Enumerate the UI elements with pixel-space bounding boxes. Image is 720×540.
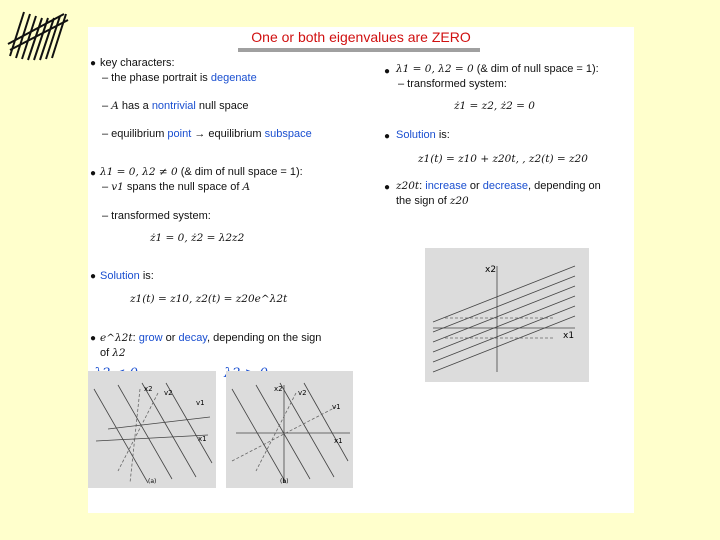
axis-x1-label: x1	[334, 437, 343, 445]
v1-spans-line: – v1 spans the null space of A	[102, 181, 251, 193]
sign-of-lambda-line: of λ2	[100, 347, 126, 359]
case-lambda2-nonzero: λ1 = 0, λ2 ≠ 0 (& dim of null space = 1):	[100, 166, 303, 178]
figure-b-caption: (b)	[280, 478, 289, 485]
axis-v1-label: v1	[332, 403, 341, 411]
solution-heading: Solution is:	[100, 270, 154, 282]
axis-v2-label: v2	[298, 389, 307, 397]
solution-equation-right: z1(t) = z10 + z20t, , z2(t) = z20	[418, 153, 588, 165]
case-both-zero: λ1 = 0, λ2 = 0 (& dim of null space = 1):	[396, 63, 599, 75]
slide-title: One or both eigenvalues are ZERO	[251, 29, 471, 45]
phase-portrait-line: – the phase portrait is degenate	[102, 72, 257, 84]
transformed-system-label-right: – transformed system:	[398, 78, 507, 90]
increase-decrease-line: z20t: increase or decrease, depending on	[396, 180, 601, 192]
slide-content	[88, 27, 634, 513]
logo-icon	[4, 4, 74, 64]
figure-a-caption: (a)	[148, 478, 157, 485]
solution-heading-right: Solution is:	[396, 129, 450, 141]
phase-portrait-a	[88, 371, 216, 488]
figure-a-label: λ2 < 0	[94, 366, 138, 381]
bullet-icon: ●	[90, 58, 97, 69]
null-space-line: – A has a nontrivial null space	[102, 100, 249, 112]
axis-v2-label: v2	[164, 389, 173, 397]
axis-x2-label-right: x2	[485, 265, 497, 275]
figure-b-label: λ2 > 0	[224, 366, 268, 381]
axis-x1-label: x1	[198, 435, 207, 443]
grow-decay-line: e^λ2t: grow or decay, depending on the sign	[100, 332, 322, 344]
axis-v1-label: v1	[196, 399, 205, 407]
equilibrium-line: – equilibrium point → equilibrium subspace	[102, 128, 312, 140]
sign-of-z20-line: the sign of z20	[396, 195, 469, 207]
phase-portrait-right	[425, 248, 589, 382]
axis-x2-label: x2	[144, 385, 153, 393]
bullet-icon: ●	[384, 66, 391, 77]
axis-x2-label: x2	[274, 385, 283, 393]
key-characters-heading: key characters:	[100, 57, 175, 69]
transformed-equation-right: ż1 = z2, ż2 = 0	[454, 100, 535, 112]
bullet-icon: ●	[90, 271, 97, 282]
phase-portrait-b	[226, 371, 353, 488]
bullet-icon: ●	[384, 182, 391, 193]
bullet-icon: ●	[384, 131, 391, 142]
transformed-system-label: – transformed system:	[102, 210, 211, 222]
bullet-icon: ●	[90, 333, 97, 344]
title-underline	[238, 48, 480, 52]
bullet-icon: ●	[90, 168, 97, 179]
transformed-equation: ż1 = 0, ż2 = λ2z2	[150, 232, 245, 244]
solution-equation: z1(t) = z10, z2(t) = z20e^λ2t	[130, 293, 288, 305]
axis-x1-label-right: x1	[563, 331, 575, 341]
